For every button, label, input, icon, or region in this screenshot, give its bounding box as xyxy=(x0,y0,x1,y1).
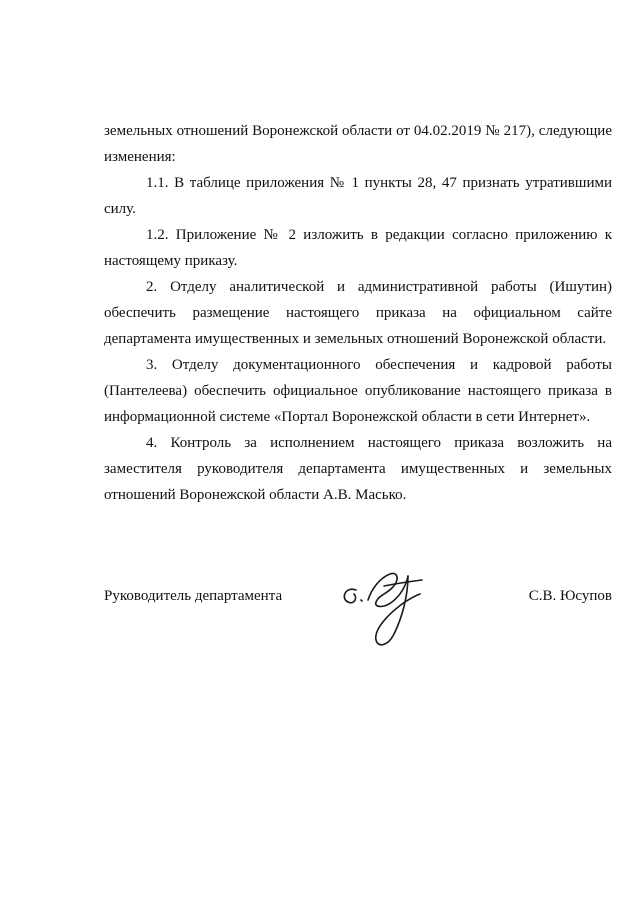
document-body xyxy=(104,118,612,508)
paragraph-item-2: 2. Отделу аналитической и административной работы (Ишутин) обеспечить размещение настоящего приказа на официальном сайте департамента имущественных и земельных отношений Воронежской области. xyxy=(104,279,612,347)
paragraph-item-3: 3. Отделу документационного обеспечения и кадровой работы (Пантелеева) обеспечить официальное опубликование настоящего приказа в информационной системе «Портал Воронежской области в сети Интернет». xyxy=(104,357,612,425)
signer-position: Руководитель департамента xyxy=(104,588,283,604)
handwritten-signature xyxy=(334,556,434,656)
signer-name: С.В. Юсупов xyxy=(528,588,612,604)
paragraph-item-1-2: 1.2. Приложение № 2 изложить в редакции согласно приложению к настоящему приказу. xyxy=(104,227,612,269)
paragraph-item-4: 4. Контроль за исполнением настоящего приказа возложить на заместителя руководителя департамента имущественных и земельных отношений Воронежской области А.В. Масько. xyxy=(104,435,612,503)
paragraph-continuation: земельных отношений Воронежской области от 04.02.2019 № 217), следующие изменения: xyxy=(104,123,612,165)
paragraph-item-1-1: 1.1. В таблице приложения № 1 пункты 28, 47 признать утратившими силу. xyxy=(104,175,612,217)
